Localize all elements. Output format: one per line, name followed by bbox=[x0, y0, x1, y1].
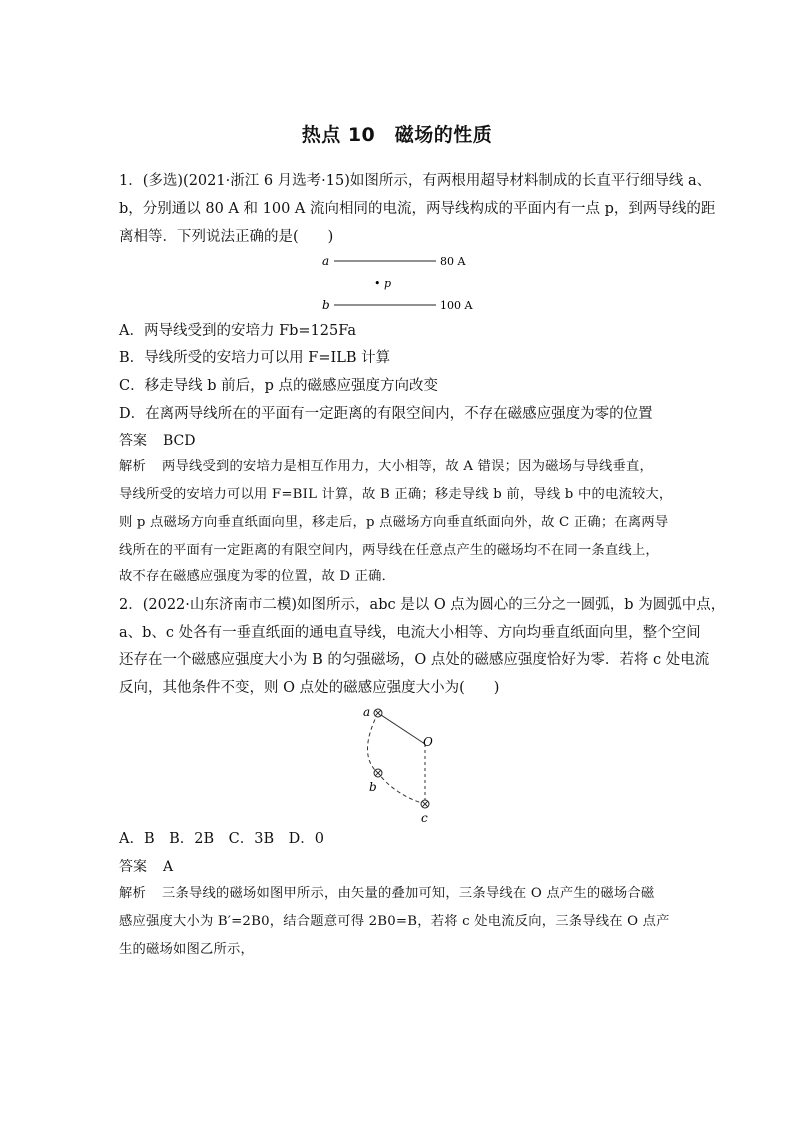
q1-explanation-line-5: 故不存在磁感应强度为零的位置，故 D 正确． bbox=[119, 569, 396, 584]
q2-stem-line-2: a、b、c 处各有一垂直纸面的通电直导线，电流大小相等、方向均垂直纸面向里，整个空间 bbox=[119, 625, 701, 641]
q2-stem-line-4: 反向，其他条件不变，则 O 点处的磁感应强度大小为( ) bbox=[119, 680, 500, 696]
q2-answer-value: A bbox=[163, 859, 174, 875]
q2-stem-line-1: 2．(2022·山东济南市二模)如图所示，abc 是以 O 点为圆心的三分之一圆弧，b 为圆弧中点， bbox=[119, 597, 726, 613]
q1-option-c: C．移走导线 b 前后，p 点的磁感应强度方向改变 bbox=[119, 378, 438, 394]
q1-fig-point-p: • p bbox=[374, 277, 392, 290]
q1-explanation-label: 解析 bbox=[119, 459, 146, 474]
q1-fig-current-a: 80 A bbox=[440, 255, 466, 268]
q2-options: A．B B．2B C．3B D．0 bbox=[119, 831, 324, 847]
q1-answer-label: 答案 bbox=[119, 433, 147, 449]
q2-answer-label: 答案 bbox=[119, 859, 147, 875]
q1-fig-current-b: 100 A bbox=[440, 299, 473, 312]
q2-fig-label-a: a bbox=[363, 705, 371, 719]
q2-explanation-line-1: 解析 三条导线的磁场如图甲所示，由矢量的叠加可知，三条导线在 O 点产生的磁场合磁 bbox=[119, 886, 655, 901]
wire-a-marker bbox=[374, 709, 382, 717]
q1-stem-line-2: b，分别通以 80 A 和 100 A 流向相同的电流，两导线构成的平面内有一点 p，到两导线的距 bbox=[119, 201, 716, 217]
q1-answer-row bbox=[119, 430, 679, 452]
q2-stem-line-3: 还存在一个磁感应强度大小为 B 的匀强磁场，O 点处的磁感应强度恰好为零．若将 c 处电流 bbox=[119, 652, 710, 668]
q2-fig-label-b: b bbox=[369, 780, 377, 794]
q1-fig-label-b: b bbox=[322, 298, 330, 312]
q1-answer-value: BCD bbox=[163, 433, 196, 449]
q1-option-d: D．在离两导线所在的平面有一定距离的有限空间内，不存在磁感应强度为零的位置 bbox=[119, 406, 653, 422]
wire-b-marker bbox=[374, 769, 382, 777]
q2-explanation-line-3: 生的磁场如图乙所示， bbox=[119, 942, 254, 957]
q1-explanation-line-1: 解析 两导线受到的安培力是相互作用力，大小相等，故 A 错误；因为磁场与导线垂直， bbox=[119, 459, 654, 474]
q1-explanation-line-3: 则 p 点磁场方向垂直纸面向里，移走后，p 点磁场方向垂直纸面向外，故 C 正确；在离两导 bbox=[119, 515, 669, 530]
q1-stem-line-1: 1．(多选)(2021·浙江 6 月选考·15)如图所示，有两根用超导材料制成的长直平行细导线 a、 bbox=[119, 173, 712, 189]
page-title: 热点 10 磁场的性质 bbox=[301, 124, 493, 146]
radius-Oa bbox=[378, 713, 425, 744]
q1-option-a: A．两导线受到的安培力 Fb=125Fa bbox=[119, 323, 356, 339]
q2-fig-label-c: c bbox=[421, 811, 428, 825]
q2-explanation-label: 解析 bbox=[119, 886, 146, 901]
q1-explanation-line-2: 导线所受的安培力可以用 F=BIL 计算，故 B 正确；移走导线 b 前，导线 b 中的电流较大， bbox=[119, 487, 673, 502]
q1-explanation-line-4: 线所在的平面有一定距离的有限空间内，两导线在任意点产生的磁场均不在同一条直线上， bbox=[119, 543, 659, 558]
q2-fig-label-O: O bbox=[423, 735, 433, 749]
wire-c-marker bbox=[421, 800, 429, 808]
q2-answer-row bbox=[119, 856, 679, 878]
q1-figure bbox=[310, 252, 490, 318]
q1-fig-label-a: a bbox=[322, 254, 330, 268]
q1-option-b: B．导线所受的安培力可以用 F=ILB 计算 bbox=[119, 350, 391, 366]
q2-explanation-line-2: 感应强度大小为 B′=2B0，结合题意可得 2B0=B，若将 c 处电流反向，三条导线在 O 点产 bbox=[119, 914, 670, 929]
q1-stem-line-3: 离相等．下列说法正确的是( ) bbox=[119, 229, 334, 245]
q2-figure bbox=[355, 700, 445, 826]
